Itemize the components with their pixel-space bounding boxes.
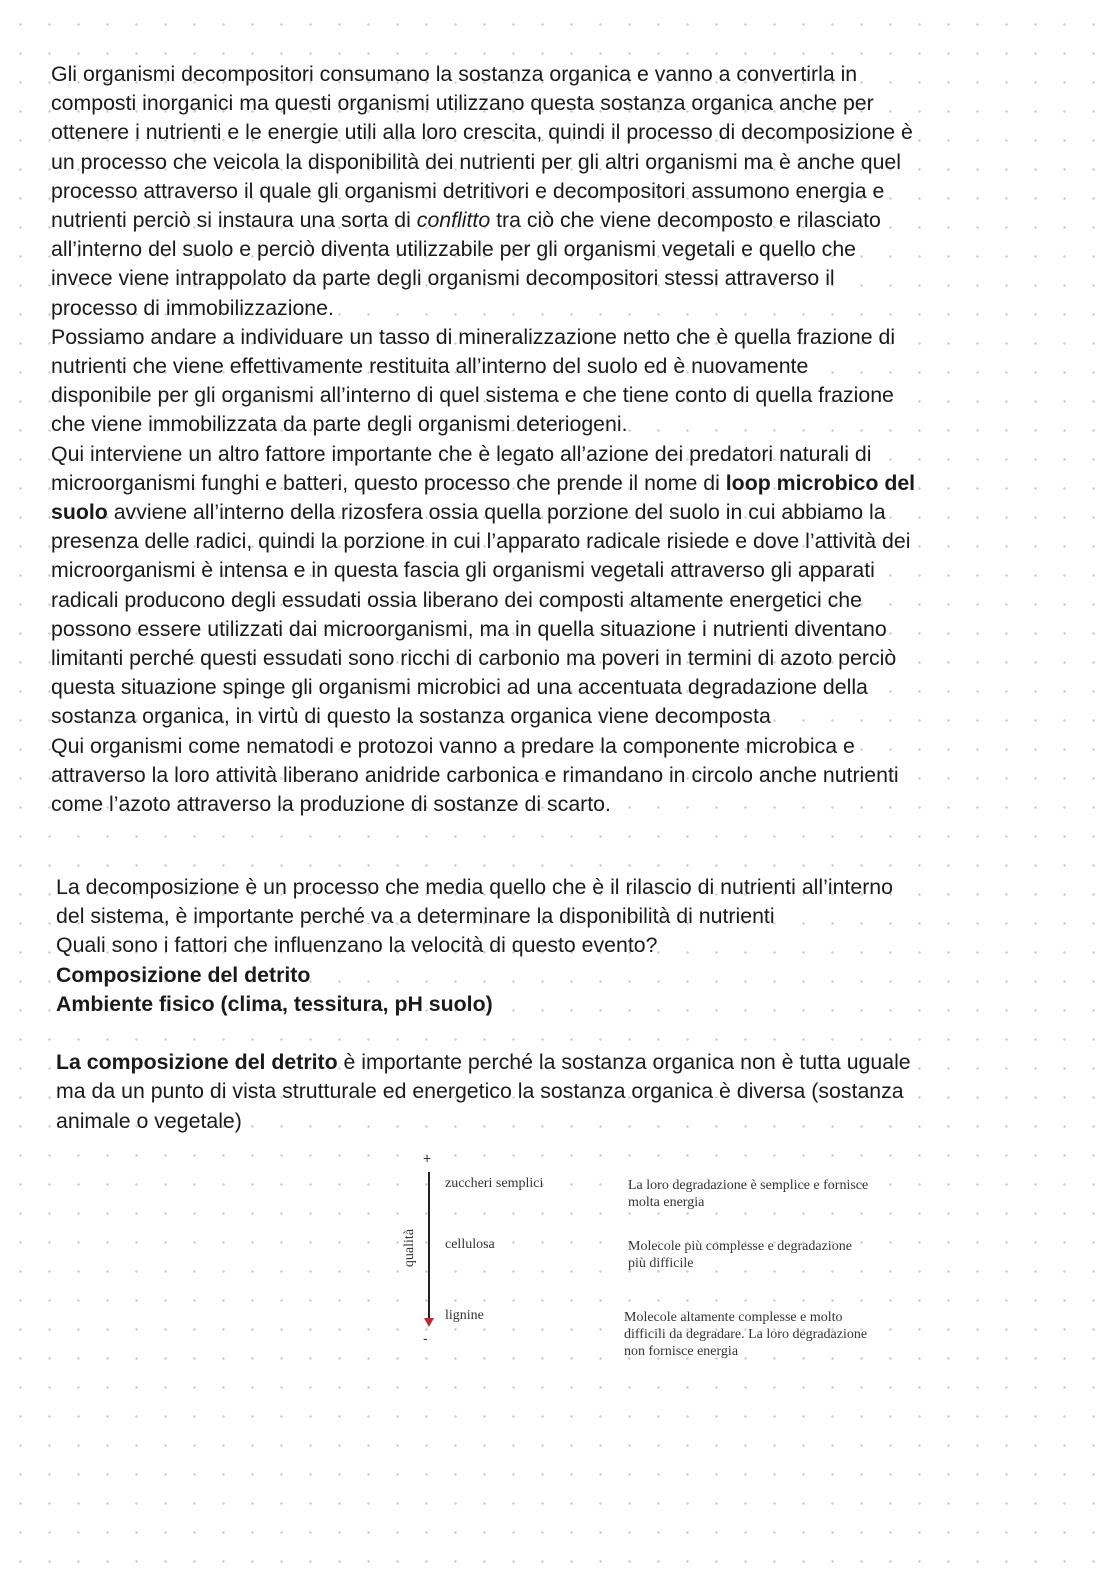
bold-term: La composizione del detrito: [56, 1050, 338, 1075]
paragraph-line: limitanti perché questi essudati sono ricchi di carbonio ma poveri in termini di azoto perciò: [51, 646, 897, 671]
paragraph-line: processo attraverso il quale gli organismi detritivori e decompositori assumono energia e: [51, 178, 885, 203]
main-text-section: [51, 60, 915, 819]
factor-heading: Ambiente fisico (clima, tessitura, pH suolo): [56, 991, 493, 1016]
bold-term: suolo: [51, 500, 108, 525]
intro-line: del sistema, è importante perché va a determinare la disponibilità di nutrienti: [56, 904, 775, 929]
spacer: [56, 1019, 911, 1048]
bold-term: loop microbico del: [725, 470, 916, 495]
molecule-description: La loro degradazione è semplice e fornisce molta energia: [628, 1178, 869, 1210]
paragraph-line: Qui interviene un altro fattore importante che è legato all’azione dei predatori naturali di: [51, 441, 872, 466]
paragraph-line: Qui organismi come nematodi e protozoi vanno a predare la componente microbica e: [51, 733, 855, 758]
arrow-down-icon: [424, 1318, 434, 1327]
paragraph-line: attraverso la loro attività liberano anidride carbonica e rimandano in circolo anche nutrienti: [51, 762, 899, 787]
paragraph-line: possono essere utilizzati dai microorganismi, ma in quella situazione i nutrienti diventano: [51, 616, 887, 641]
quality-axis-line: [428, 1172, 430, 1320]
detail-line: animale o vegetale): [56, 1108, 242, 1133]
paragraph-line: questa situazione spinge gli organismi microbici ad una accentuata degradazione della: [51, 675, 868, 700]
quality-high-marker: +: [423, 1150, 432, 1166]
paragraph-line: invece viene intrappolato da parte degli organismi decompositori stessi attraverso il: [51, 266, 835, 291]
paragraph-line: nutrienti che viene effettivamente restituita all’interno del suolo ed è nuovamente: [51, 354, 809, 379]
paragraph-line: suolo avviene all’interno della rizosfera ossia quella porzione del suolo in cui abbiamo la: [51, 500, 886, 525]
molecule-label: cellulosa: [445, 1237, 495, 1252]
molecule-label: lignine: [445, 1308, 484, 1323]
quality-axis-label: qualità: [402, 1228, 417, 1268]
intro-line: Quali sono i fattori che influenzano la velocità di questo evento?: [56, 933, 658, 958]
molecule-label: zuccheri semplici: [445, 1176, 544, 1191]
paragraph-line: Possiamo andare a individuare un tasso di mineralizzazione netto che è quella frazione di: [51, 324, 896, 349]
paragraph-line: un processo che veicola la disponibilità dei nutrienti per gli altri organismi ma è anche quel: [51, 149, 901, 174]
paragraph-line: come l’azoto attraverso la produzione di sostanze di scarto.: [51, 792, 611, 817]
paragraph-line: processo di immobilizzazione.: [51, 295, 334, 320]
paragraph-line: microorganismi funghi e batteri, questo processo che prende il nome di loop microbico del: [51, 470, 916, 495]
paragraph-line: microorganismi è intensa e in questa fascia gli organismi vegetali attraverso gli apparati: [51, 558, 875, 583]
intro-line: La decomposizione è un processo che media quello che è il rilascio di nutrienti all’interno: [56, 875, 893, 899]
molecule-description: Molecole altamente complesse e molto difficili da degradare. La loro degradazione non fornisce energia: [624, 1310, 868, 1359]
paragraph-line: presenza delle radici, quindi la porzione in cui l’apparato radicale risiede e dove l’attività dei: [51, 529, 911, 554]
paragraph-line: ottenere i nutrienti e le energie utili alla loro crescita, quindi il processo di decomposizione è: [51, 120, 913, 145]
decomposition-section: [56, 873, 911, 1136]
molecule-description: Molecole più complesse e degradazione più difficile: [628, 1239, 852, 1271]
factor-heading: Composizione del detrito: [56, 962, 311, 987]
detail-line: ma da un punto di vista strutturale ed energetico la sostanza organica è diversa (sostanza: [56, 1079, 904, 1104]
paragraph-line: composti inorganici ma questi organismi utilizzano questa sostanza organica anche per: [51, 91, 874, 116]
paragraph-line: Gli organismi decompositori consumano la sostanza organica e vanno a convertirla in: [51, 62, 858, 86]
italic-term: conflitto: [416, 208, 491, 233]
paragraph-line: che viene immobilizzata da parte degli organismi deteriogeni.: [51, 412, 628, 437]
detail-line: La composizione del detrito è importante perché la sostanza organica non è tutta uguale: [56, 1050, 911, 1075]
paragraph-line: radicali producono degli essudati ossia liberano dei composti altamente energetici che: [51, 587, 862, 612]
paragraph-line: sostanza organica, in virtù di questo la sostanza organica viene decomposta: [51, 704, 771, 729]
quality-low-marker: -: [423, 1330, 428, 1346]
paragraph-line: all’interno del suolo e perciò diventa utilizzabile per gli organismi vegetali e quello che: [51, 237, 857, 262]
paragraph-line: disponibile per gli organismi all’interno di quel sistema e che tiene conto di quella frazione: [51, 383, 894, 408]
paragraph-line: nutrienti perciò si instaura una sorta di conflitto tra ciò che viene decomposto e rilasciato: [51, 208, 881, 233]
